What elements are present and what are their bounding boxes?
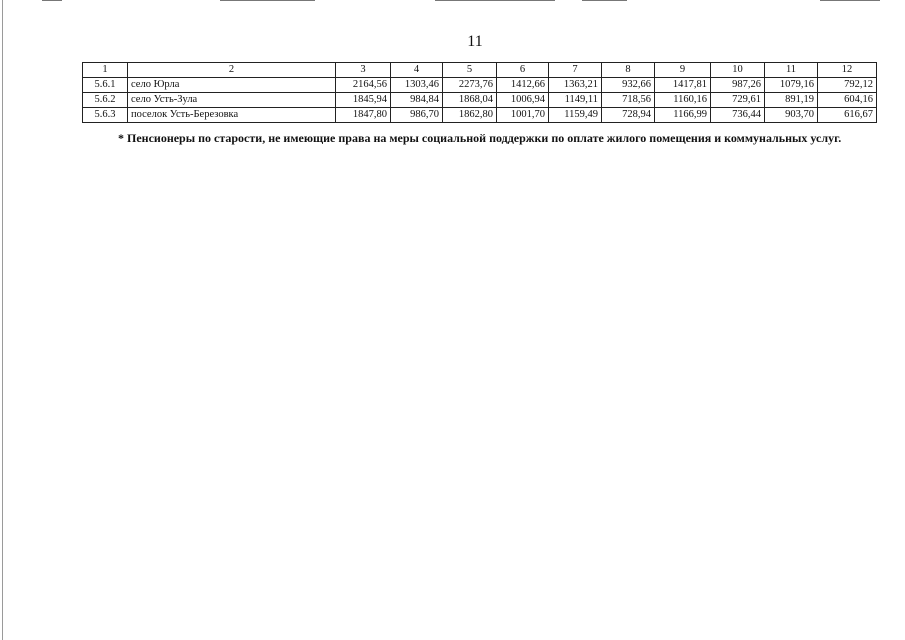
- footnote: * Пенсионеры по старости, не имеющие права на меры социальной поддержки по оплате жилого помещения и коммунальных услуг.: [118, 131, 842, 145]
- table-cell: 728,94: [602, 108, 655, 123]
- table-cell: 1159,49: [549, 108, 602, 123]
- table-cell: 1363,21: [549, 78, 602, 93]
- column-number: 2: [128, 63, 336, 78]
- column-number: 8: [602, 63, 655, 78]
- table-cell: 2273,76: [443, 78, 497, 93]
- table-cell: 1412,66: [497, 78, 549, 93]
- column-number: 4: [391, 63, 443, 78]
- row-code: 5.6.1: [83, 78, 128, 93]
- table-cell: 616,67: [818, 108, 877, 123]
- table-cell: 891,19: [765, 93, 818, 108]
- column-number: 5: [443, 63, 497, 78]
- column-number: 3: [336, 63, 391, 78]
- scan-top-line: [582, 0, 627, 1]
- table-header-row: [83, 63, 877, 78]
- settlement-name: село Юрла: [128, 78, 336, 93]
- table-row: [83, 108, 877, 123]
- scan-top-line: [820, 0, 880, 1]
- table-cell: 1006,94: [497, 93, 549, 108]
- table-cell: 1847,80: [336, 108, 391, 123]
- table-cell: 986,70: [391, 108, 443, 123]
- column-number: 1: [83, 63, 128, 78]
- table-cell: 987,26: [711, 78, 765, 93]
- table-cell: 984,84: [391, 93, 443, 108]
- table-cell: 1862,80: [443, 108, 497, 123]
- table-cell: 1001,70: [497, 108, 549, 123]
- table-cell: 1160,16: [655, 93, 711, 108]
- table-row: [83, 93, 877, 108]
- column-number: 9: [655, 63, 711, 78]
- scan-top-line: [220, 0, 315, 1]
- tariff-table: [82, 62, 877, 123]
- column-number: 11: [765, 63, 818, 78]
- scan-edge-left: [2, 0, 3, 640]
- column-number: 10: [711, 63, 765, 78]
- table-row: [83, 78, 877, 93]
- table-cell: 903,70: [765, 108, 818, 123]
- column-number: 6: [497, 63, 549, 78]
- page-number: 11: [467, 33, 483, 50]
- table-cell: 718,56: [602, 93, 655, 108]
- table-cell: 736,44: [711, 108, 765, 123]
- row-code: 5.6.2: [83, 93, 128, 108]
- row-code: 5.6.3: [83, 108, 128, 123]
- table-cell: 1149,11: [549, 93, 602, 108]
- table-cell: 1417,81: [655, 78, 711, 93]
- settlement-name: поселок Усть-Березовка: [128, 108, 336, 123]
- table-cell: 1079,16: [765, 78, 818, 93]
- table-cell: 604,16: [818, 93, 877, 108]
- table-cell: 2164,56: [336, 78, 391, 93]
- table-cell: 729,61: [711, 93, 765, 108]
- table-cell: 792,12: [818, 78, 877, 93]
- table-cell: 1166,99: [655, 108, 711, 123]
- settlement-name: село Усть-Зула: [128, 93, 336, 108]
- column-number: 12: [818, 63, 877, 78]
- table-cell: 932,66: [602, 78, 655, 93]
- scan-top-line: [435, 0, 555, 1]
- column-number: 7: [549, 63, 602, 78]
- scan-top-line: [42, 0, 62, 1]
- table-cell: 1868,04: [443, 93, 497, 108]
- table-cell: 1303,46: [391, 78, 443, 93]
- table-cell: 1845,94: [336, 93, 391, 108]
